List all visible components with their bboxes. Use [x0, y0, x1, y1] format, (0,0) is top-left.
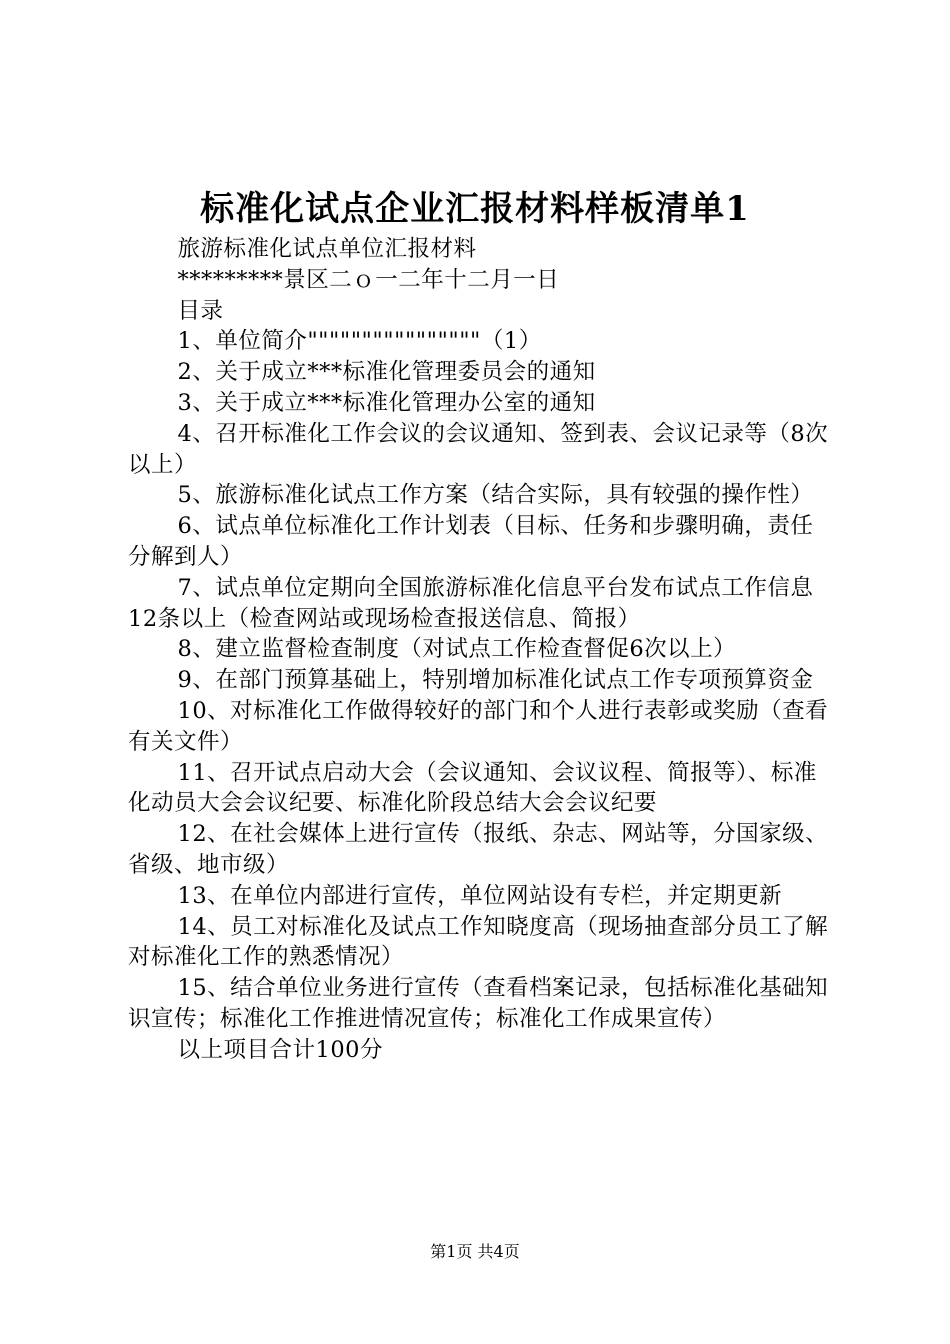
toc-item-4: 4、召开标准化工作会议的会议通知、签到表、会议记录等（8次以上）: [128, 420, 829, 478]
document-body: [128, 234, 834, 1066]
paragraph-total: 以上项目合计100分: [177, 1036, 383, 1063]
toc-item-13: 13、在单位内部进行宣传，单位网站设有专栏，并定期更新: [177, 882, 783, 909]
toc-item-11: 11、召开试点启动大会（会议通知、会议议程、简报等）、标准化动员大会会议纪要、标准化阶段总结大会会议纪要: [128, 759, 817, 817]
toc-item-1: 1、单位简介""""""""""""""""（1）: [177, 328, 542, 355]
paragraph-date-line: *********景区二ｏ一二年十二月一日: [177, 266, 560, 293]
toc-item-8: 8、建立监督检查制度（对试点工作检查督促6次以上）: [177, 636, 737, 663]
toc-item-2: 2、关于成立***标准化管理委员会的通知: [177, 359, 596, 386]
toc-item-9: 9、在部门预算基础上，特别增加标准化试点工作专项预算资金: [177, 667, 814, 694]
paragraph-toc-heading: 目录: [177, 297, 224, 324]
toc-item-7: 7、试点单位定期向全国旅游标准化信息平台发布试点工作信息12条以上（检查网站或现场检查报送信息、简报）: [128, 574, 814, 632]
toc-item-6: 6、试点单位标准化工作计划表（目标、任务和步骤明确，责任分解到人）: [128, 513, 814, 570]
paragraph-subtitle: 旅游标准化试点单位汇报材料: [177, 236, 477, 262]
toc-item-15: 15、结合单位业务进行宣传（查看档案记录，包括标准化基础知识宣传；标准化工作推进情况宣传；标准化工作成果宣传）: [128, 975, 829, 1032]
toc-item-10: 10、对标准化工作做得较好的部门和个人进行表彰或奖励（查看有关文件）: [128, 697, 829, 755]
toc-item-12: 12、在社会媒体上进行宣传（报纸、杂志、网站等，分国家级、省级、地市级）: [128, 821, 829, 878]
page-footer: 第1页 共4页: [430, 1242, 520, 1261]
toc-item-5: 5、旅游标准化试点工作方案（结合实际，具有较强的操作性）: [177, 482, 814, 509]
toc-item-14: 14、员工对标准化及试点工作知晓度高（现场抽查部分员工了解对标准化工作的熟悉情况）: [128, 913, 829, 971]
document-title: 标准化试点企业汇报材料样板清单1: [200, 189, 750, 229]
toc-item-3: 3、关于成立***标准化管理办公室的通知: [177, 389, 596, 416]
